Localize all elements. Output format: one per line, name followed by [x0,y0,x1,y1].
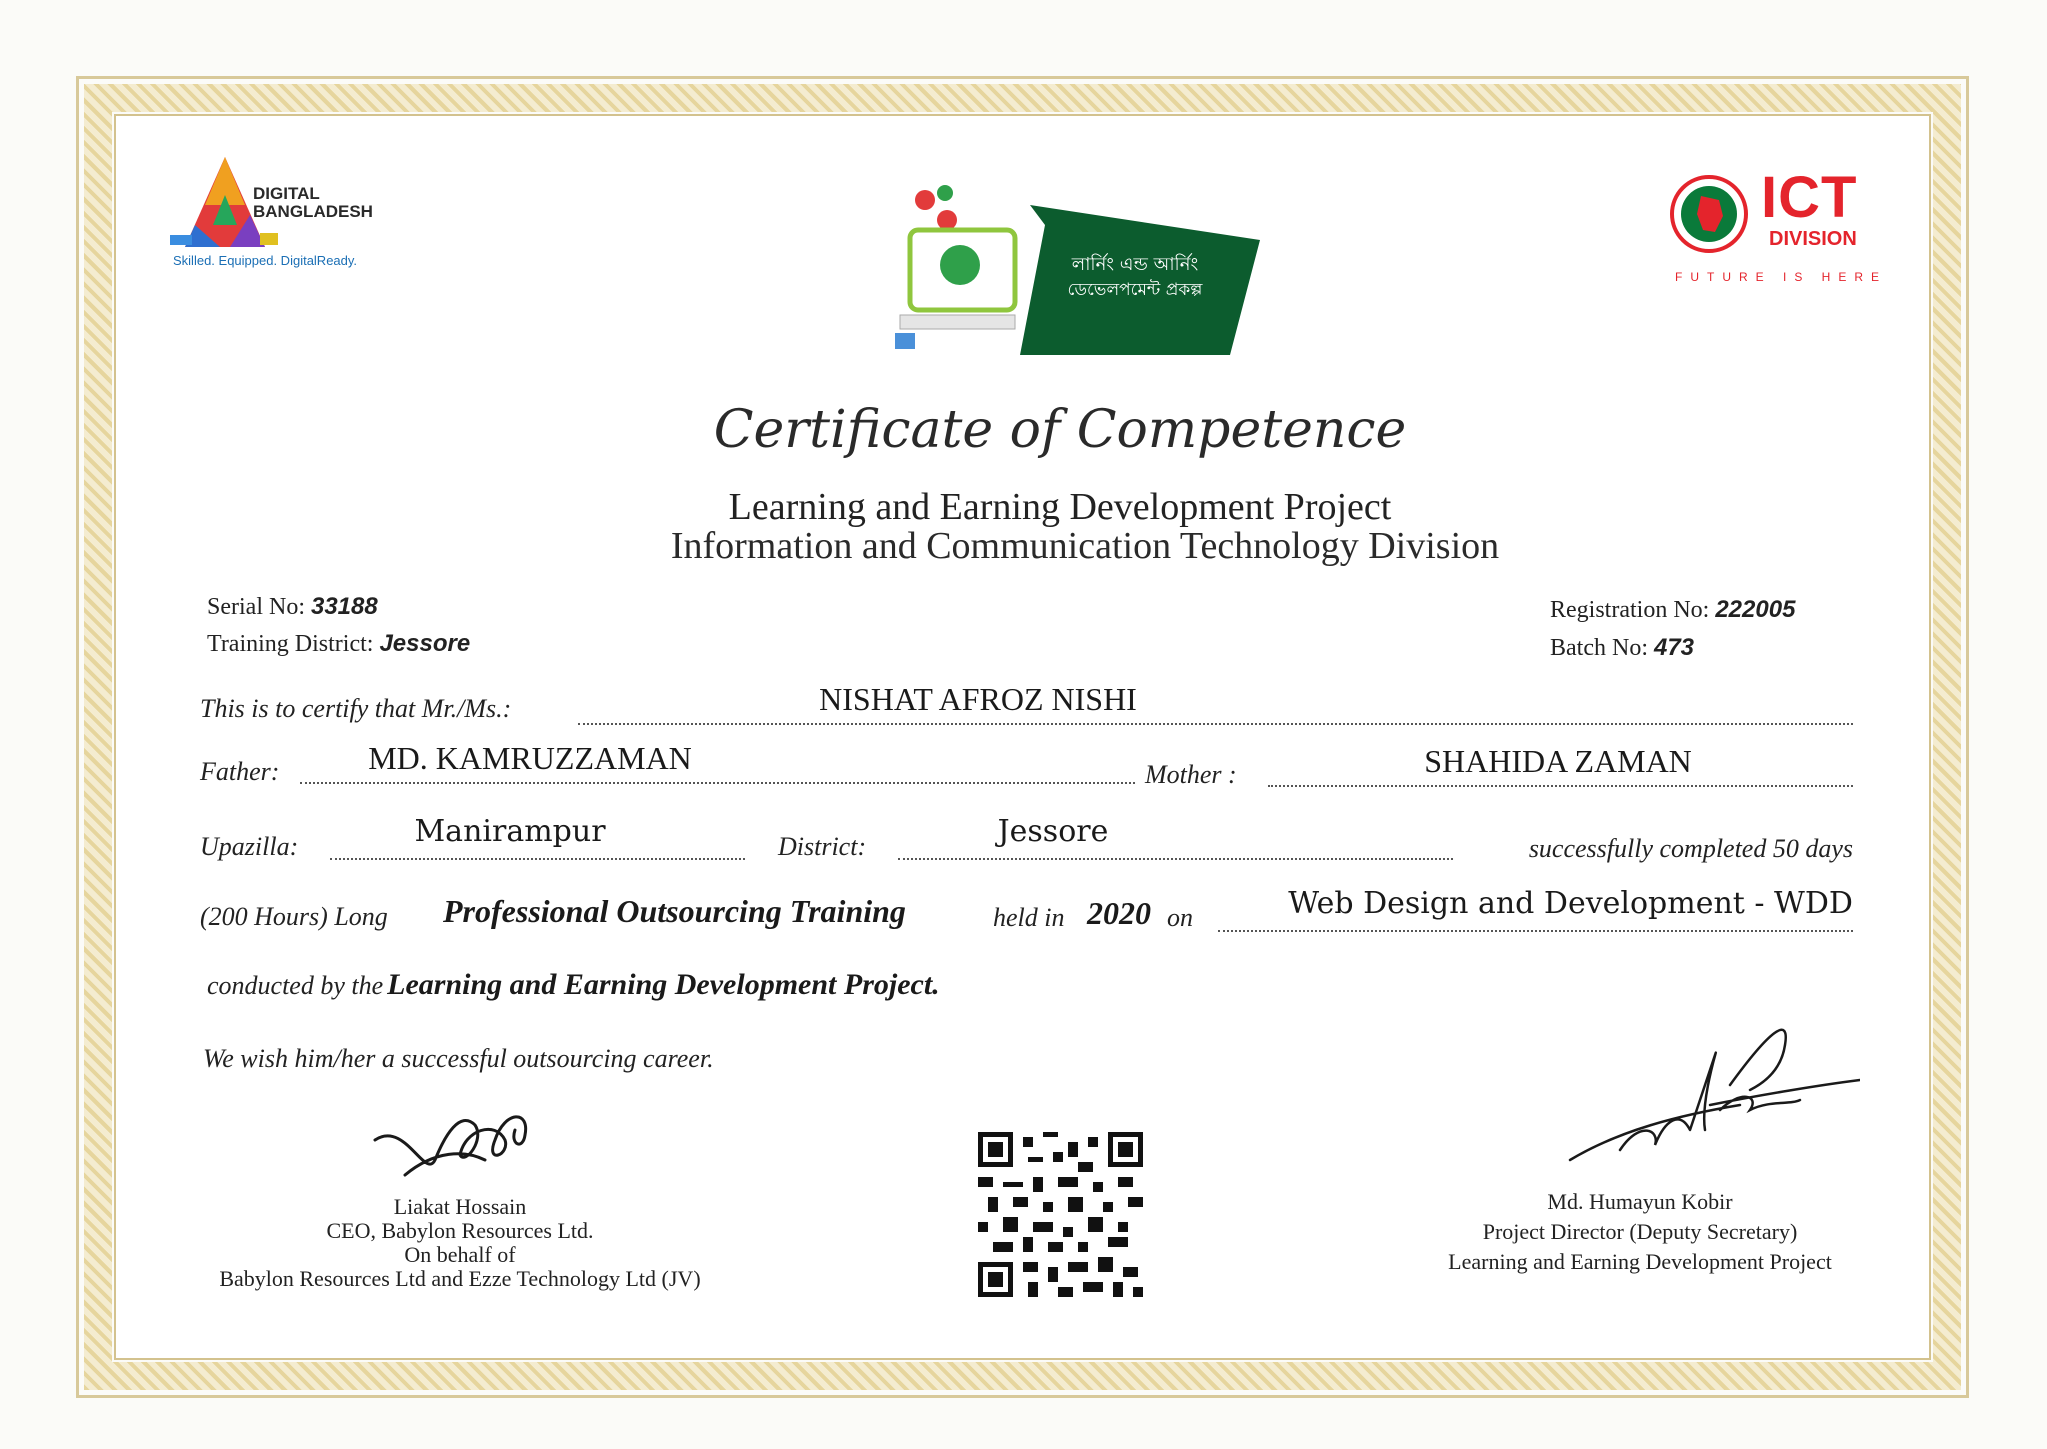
recipient-name: NISHAT AFROZ NISHI [819,681,1137,717]
left-signatory [150,1195,770,1291]
serial-number [207,593,378,621]
completed-text: successfully completed 50 days [1528,834,1853,863]
father-label: Father: [200,757,280,786]
conducted-org: Learning and Earning Development Project. [387,968,940,1001]
digital-bangladesh-logo [165,155,405,275]
course-name: Web Design and Development - WDD [1288,886,1853,921]
upazila-line [330,814,745,860]
right-signatory [1400,1190,1880,1274]
ict-tagline: FUTURE IS HERE [1675,270,1888,284]
hours-text: (200 Hours) Long [200,902,388,931]
ict-title: ICT [1761,165,1858,230]
upazila-label: Upazilla: [200,832,299,861]
batch-number [1550,634,1694,662]
on-text: on [1167,903,1193,932]
computer-people-icon [890,185,1030,355]
upazila-value: Manirampur [414,814,606,849]
serial-value: 33188 [310,593,378,620]
training-district-label: Training District: [207,631,374,657]
ict-division-logo [1665,165,1890,290]
conducted-line [207,968,940,1002]
led-bangla-line-2: ডেভেলপমেন্ট প্রকল্প [1067,280,1203,300]
left-signatory-org: Babylon Resources Ltd and Ezze Technology Ltd (JV) [219,1266,701,1291]
ict-division-label: DIVISION [1769,228,1857,250]
certificate-subtitle-2: Information and Communication Technology Division [670,525,1500,567]
conducted-by-text: conducted by the [207,971,384,1000]
registration-label: Registration No: [1550,597,1710,623]
training-name: Professional Outsourcing Training [443,893,906,929]
left-signature-icon [365,1080,555,1190]
district-line [898,814,1453,860]
certify-label: This is to certify that Mr./Ms.: [200,694,512,723]
digital-bangladesh-tagline: Skilled. Equipped. DigitalReady. [173,253,358,268]
held-in-text: held in [993,903,1065,932]
left-signatory-name: Liakat Hossain [393,1194,527,1219]
serial-label: Serial No: [207,594,305,620]
father-name: MD. KAMRUZZAMAN [368,740,692,776]
digital-bangladesh-name-1: DIGITAL [253,184,320,203]
led-bangla-line-1: লার্নিং এন্ড আর্নিং [1071,254,1199,275]
led-project-logo [890,185,1260,355]
district-label: District: [778,832,867,861]
district-value: Jessore [997,814,1109,849]
course-line [1218,888,1853,932]
training-year: 2020 [1087,895,1151,931]
registration-value: 222005 [1715,596,1796,623]
training-district [207,630,470,658]
left-signatory-behalf: On behalf of [404,1242,516,1267]
left-signatory-title: CEO, Babylon Resources Ltd. [326,1218,594,1243]
batch-label: Batch No: [1550,635,1648,661]
training-district-value: Jessore [379,630,471,657]
wish-text: We wish him/her a successful outsourcing career. [203,1044,714,1073]
name-line [578,683,1853,725]
digital-bangladesh-name-2: BANGLADESH [253,202,373,221]
right-signatory-title: Project Director (Deputy Secretary) [1482,1219,1798,1244]
certificate-subtitle-1: Learning and Earning Development Project [728,486,1392,528]
father-line [300,742,1135,784]
right-signature-icon [1560,1010,1860,1170]
mother-name: SHAHIDA ZAMAN [1424,743,1692,779]
right-signatory-name: Md. Humayun Kobir [1547,1189,1733,1214]
qr-code-icon [978,1132,1143,1297]
right-signatory-org: Learning and Earning Development Project [1448,1249,1832,1274]
batch-value: 473 [1653,634,1695,661]
mother-line [1268,745,1853,787]
government-seal-icon [1669,174,1749,254]
certificate-title: Certificate of Competence [713,400,1407,460]
mother-label: Mother : [1145,760,1237,789]
registration-number [1550,596,1795,624]
